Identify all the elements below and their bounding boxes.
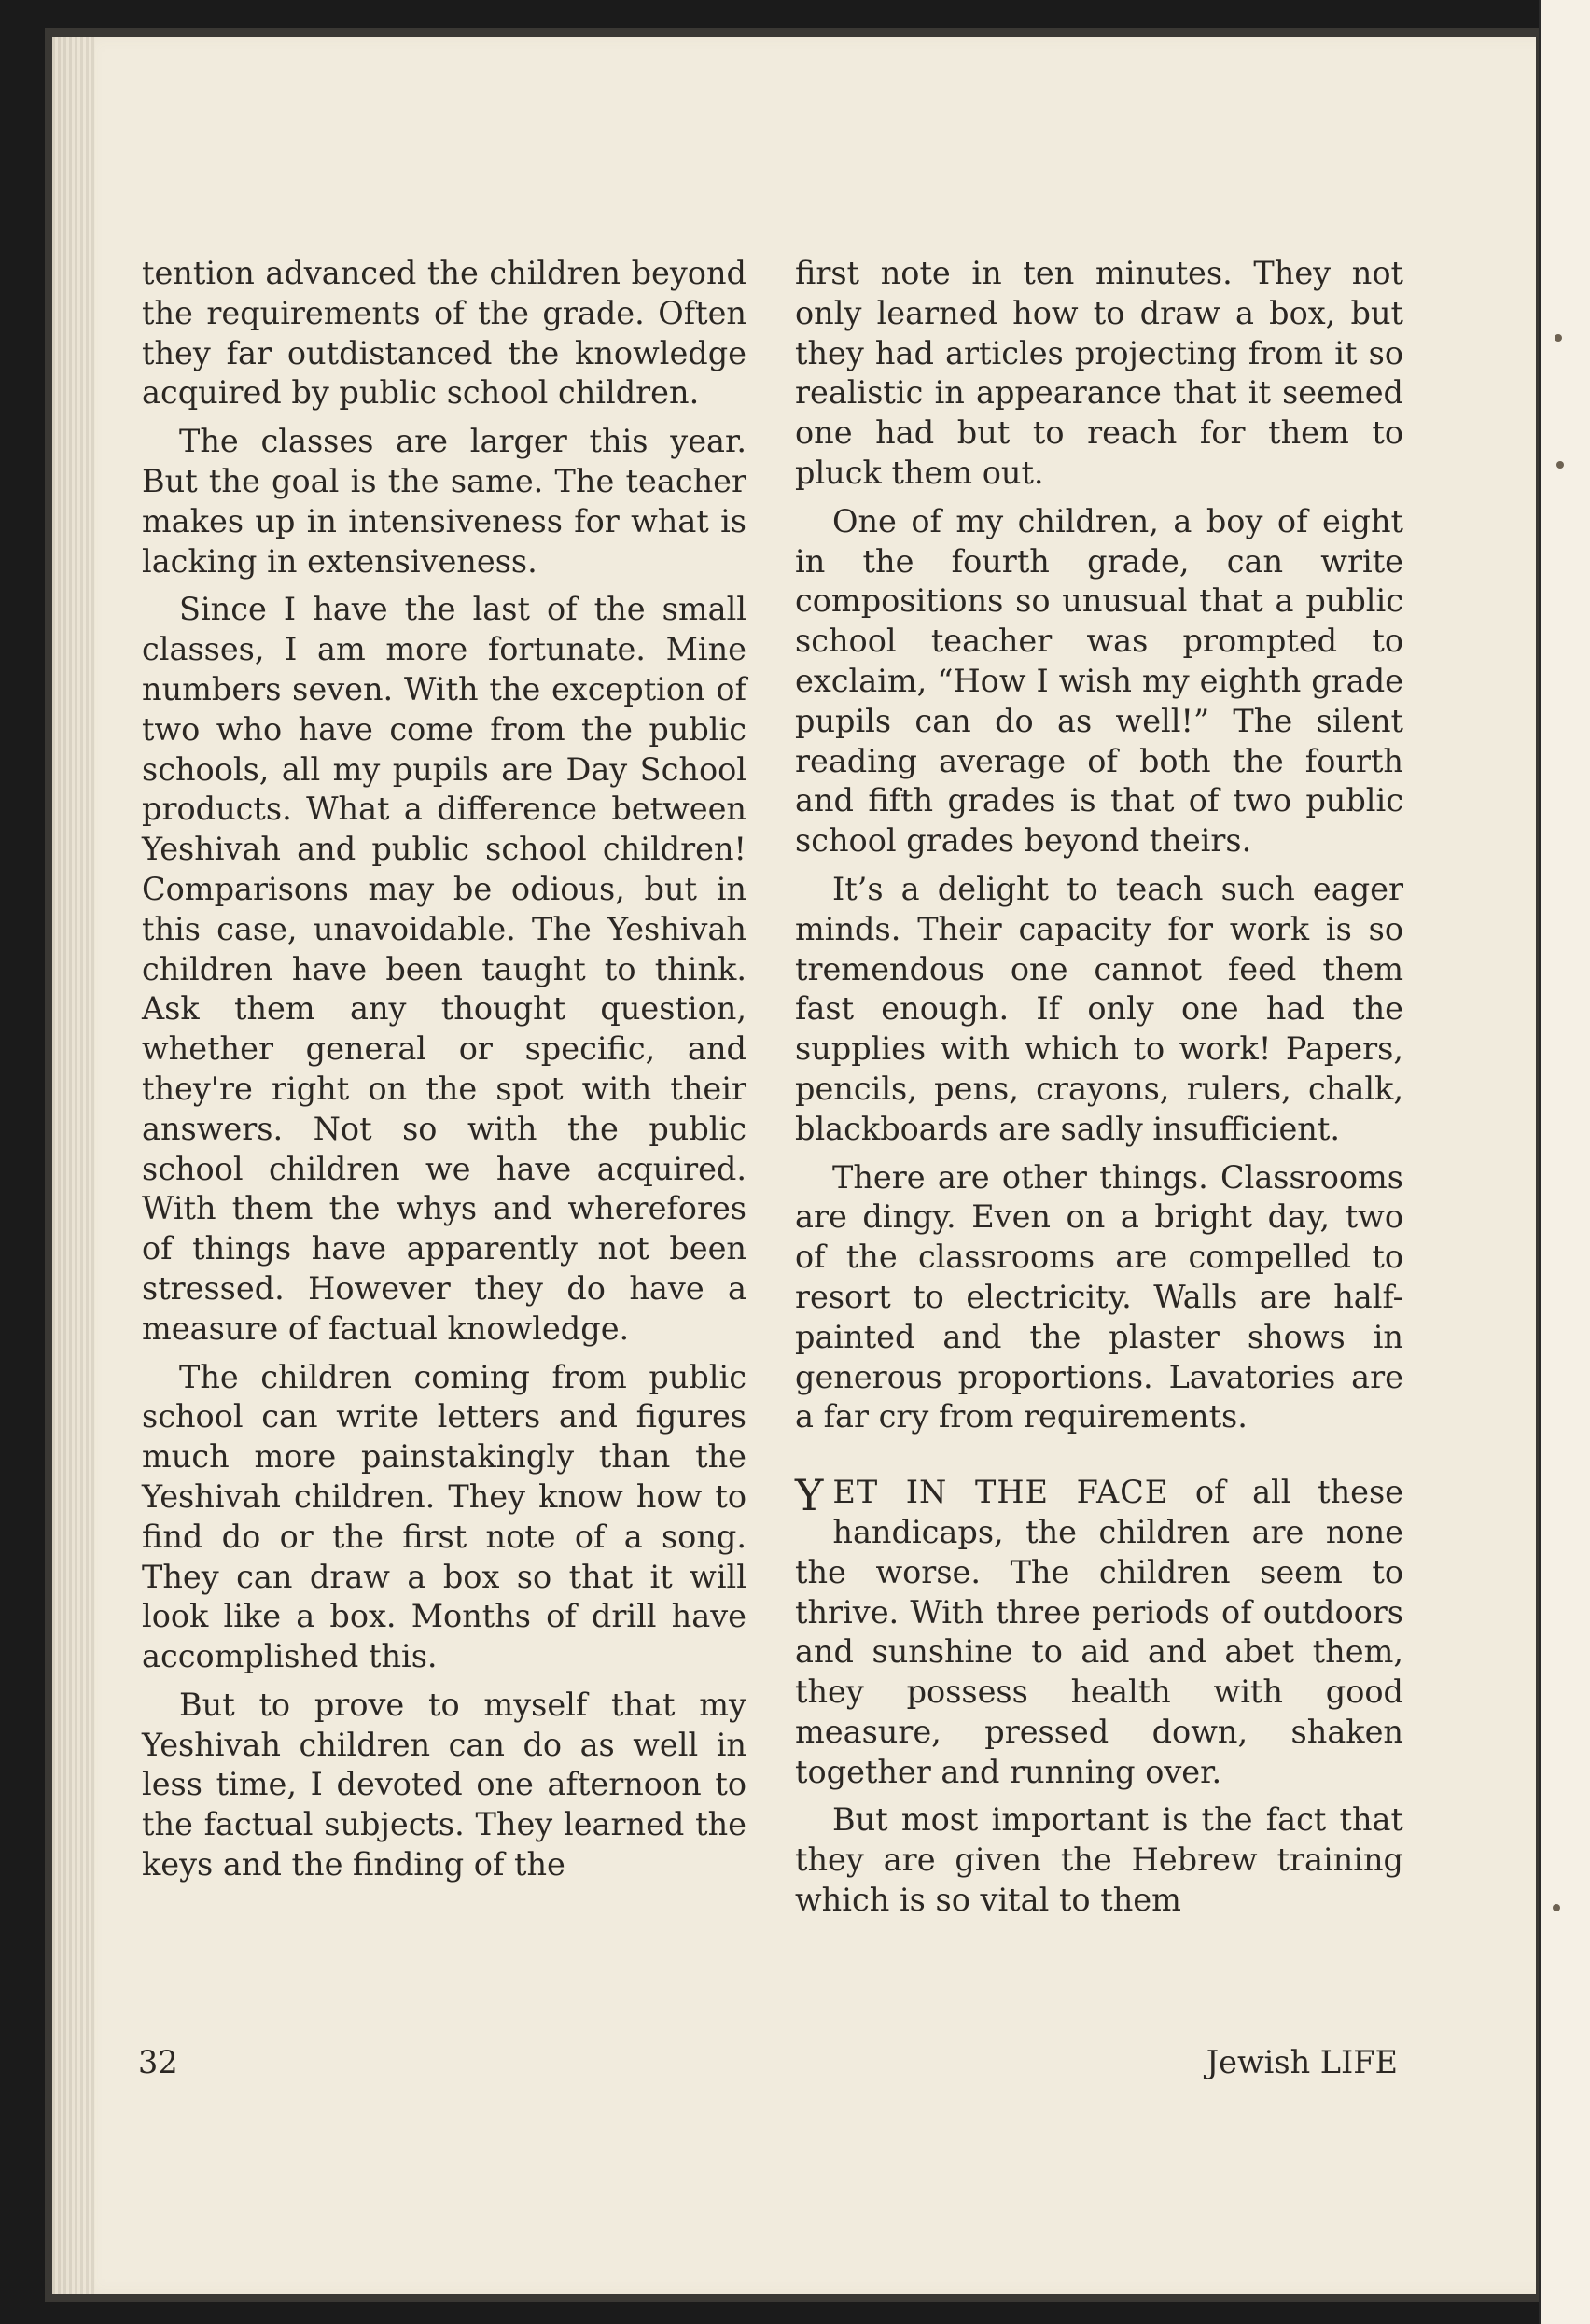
paragraph: The classes are larger this year. But the goal is the same. The teacher makes up in intensiveness for what is lacking in extensiveness. [142, 423, 746, 580]
paragraph: There are other things. Classrooms are dingy. Even on a bright day, two of the classrooms are compelled to resort to electricity. Walls are half-painted and the plaster shows in generous proportions. Lavatories are a far cry from requirements. [795, 1158, 1403, 1435]
paragraph: One of my children, a boy of eight in the fourth grade, can write compositions so unusual that a public school teacher was prompted to exclaim, “How I wish my eighth grade pupils can do as well!” The silent reading average of both the fourth and fifth grades is that of two public school grades beyond theirs. [795, 502, 1403, 860]
paragraph: It’s a delight to teach such eager minds. Their capacity for work is so tremendous one cannot feed them fast enough. If only one had the supplies with which to work! Papers, pencils, pens, crayons, rulers, chalk, blackboards are sadly insufficient. [795, 870, 1403, 1147]
edge-mark [1555, 334, 1562, 342]
page-gutter-edge [52, 37, 95, 2294]
paragraph: The children coming from public school can write letters and figures much more painstakingly than the Yeshivah children. They know how to find do or the first note of a song. They can draw a box so that it will look like a box. Months of drill have accomplished this. [142, 1358, 746, 1675]
paragraph: tention advanced the children beyond the requirements of the grade. Often they far outdistanced the knowledge acquired by public school children. [142, 255, 746, 412]
paragraph-text: of all these handicaps, the children are none the worse. The children seem to thrive. With three periods of outdoors and sunshine to aid and abet them, they possess health with good measure, pressed down, shaken together and running over. [795, 1474, 1403, 1790]
right-text-column [795, 254, 1403, 1929]
page-number: 32 [138, 2044, 178, 2080]
drop-cap: Y [795, 1470, 824, 1521]
paragraph: Since I have the last of the small classes, I am more fortunate. Mine numbers seven. With the exception of two who have come from the public schools, all my pupils are Day School products. What a difference between Yeshivah and public school children! Comparisons may be odious, but in this case, unavoidable. The Yeshivah children have been taught to think. Ask them any thought question, whether general or specific, and they're right on the spot with their answers. Not so with the public school children we have acquired. With them the whys and wherefores of things have apparently not been stressed. However they do have a measure of factual knowledge. [142, 591, 746, 1347]
next-page-edge [1539, 0, 1590, 2324]
running-head: Jewish LIFE [1206, 2044, 1398, 2080]
lead-in-caps: ET IN THE FACE [832, 1474, 1169, 1511]
paragraph: But to prove to myself that my Yeshivah children can do as well in less time, I devoted one afternoon to the factual subjects. They learned the keys and the finding of the [142, 1686, 746, 1883]
paragraph: first note in ten minutes. They not only learned how to draw a box, but they had articles projecting from it so realistic in appearance that it seemed one had but to reach for them to pluck them out. [795, 255, 1403, 491]
left-text-column [142, 254, 746, 1894]
edge-mark [1553, 1904, 1560, 1911]
edge-mark [1556, 461, 1564, 469]
paragraph: But most important is the fact that they are given the Hebrew training which is so vital to them [795, 1801, 1403, 1919]
section-opening-paragraph [795, 1470, 1403, 1792]
